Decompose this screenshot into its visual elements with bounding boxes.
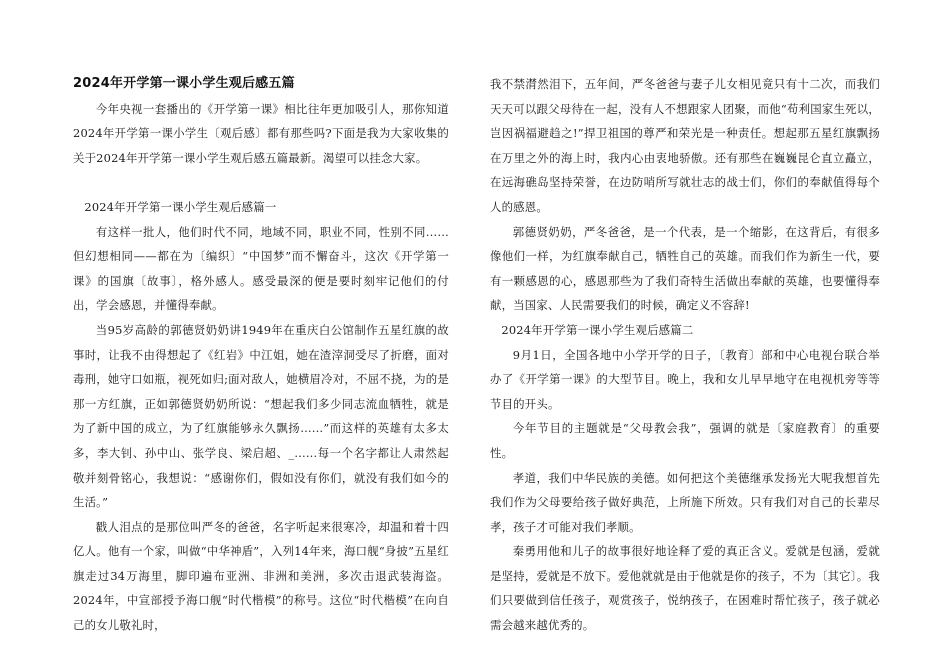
section2-paragraph-3: 孝道，我们中华民族的美德。如何把这个美德继承发扬光大呢我想首先我们作为父母要给孩子做好典范，上所施下所效。只有我们对自己的长辈尽孝，孩子才可能对我们孝顺。 [490, 470, 880, 534]
document-title: 2024年开学第一课小学生观后感五篇 [73, 76, 295, 91]
section-heading-2: 2024年开学第一课小学生观后感篇二 [501, 322, 694, 337]
left-column [73, 72, 449, 638]
section1-paragraph-3: 戳人泪点的是那位叫严冬的爸爸，名字听起来很寒冷，却温和着十四亿人。他有一个家，叫做“中华神盾”，入列14年来，海口舰“身披”五星红旗走过34万海里，脚印遍布亚洲、非洲和美洲，多次击退武装海盗。2024年，中宣部授予海口舰“时代楷模”的称号。这位“时代楷模”在向自己的女儿敬礼时， [73, 519, 449, 633]
section2-paragraph-2: 今年节目的主题就是“父母教会我”，强调的就是〔家庭教育〕的重要性。 [490, 421, 880, 460]
section1-paragraph-1: 有这样一批人，他们时代不同，地域不同，职业不同，性别不同……但幻想相同——都在为〔编织〕“中国梦”而不懈奋斗，这次《开学第一课》的国旗〔故事〕，格外感人。感受最深的便是要时刻牢记他们的付出，学会感恩，并懂得奉献。 [73, 224, 449, 313]
spacer [73, 170, 449, 195]
section2-paragraph-1: 9月1日，全国各地中小学开学的日子，〔教育〕部和中心电视台联合举办了《开学第一课》的大型节目。晚上，我和女儿早早地守在电视机旁等等节目的开头。 [490, 347, 880, 411]
section2-paragraph-4: 秦勇用他和儿子的故事很好地诠释了爱的真正含义。爱就是包涵，爱就是坚持，爱就是不放下。爱他就就是由于他就是你的孩子，不为〔其它〕。我们只要做到信任孩子，观赏孩子，悦纳孩子，在困难时帮忙孩子，孩子就必需会越来越优秀的。 [490, 544, 880, 633]
section-heading-1: 2024年开学第一课小学生观后感篇一 [84, 199, 277, 214]
right-paragraph-1: 我不禁潸然泪下，五年间，严冬爸爸与妻子儿女相见竟只有十二次，而我们天天可以跟父母待在一起，没有人不想跟家人团聚，而他“苟利国家生死以，岂因祸福避趋之!”捍卫祖国的尊严和荣光是一种责任。想起那五星红旗飘扬在万里之外的海上时，我内心由衷地骄傲。还有那些在巍巍昆仑直立矗立，在远海礁岛坚持荣誉，在边防哨所写就壮志的战士们，你们的奉献值得每个人的感恩。 [490, 77, 880, 214]
section1-paragraph-2: 当95岁高龄的郭德贤奶奶讲1949年在重庆白公馆制作五星红旗的故事时，让我不由得想起了《红岩》中江姐，她在渣滓洞受尽了折磨，面对毒刑，她守口如瓶，视死如归;面对敌人，她横眉冷对，不屈不挠，为的是那一方红旗，正如郭德贤奶奶所说：“想起我们多少同志流血牺牲，就是为了新中国的成立，为了红旗能够永久飘扬……”而这样的英雄有太多太多，李大钊、孙中山、张学良、梁启超、_......每一个名字都让人肃然起敬并刻骨铭心，我想说：“感谢你们，假如没有你们，就没有我们如今的生活。” [73, 322, 449, 510]
intro-paragraph: 今年央视一套播出的《开学第一课》相比往年更加吸引人，那你知道2024年开学第一课小学生〔观后感〕都有那些吗?下面是我为大家收集的关于2024年开学第一课小学生观后感五篇最新。渴望可以挂念大家。 [73, 101, 449, 165]
right-paragraph-2: 郭德贤奶奶，严冬爸爸，是一个代表，是一个缩影，在这背后，有很多像他们一样，为红旗奉献自己，牺牲自己的英雄。而我们作为新生一代，要有一颗感恩的心，感恩那些为了我们奇特生活做出奉献的英雄，也要懂得奉献，当国家、人民需要我们的时候，确定义不容辞! [490, 224, 880, 313]
right-column [490, 72, 880, 638]
